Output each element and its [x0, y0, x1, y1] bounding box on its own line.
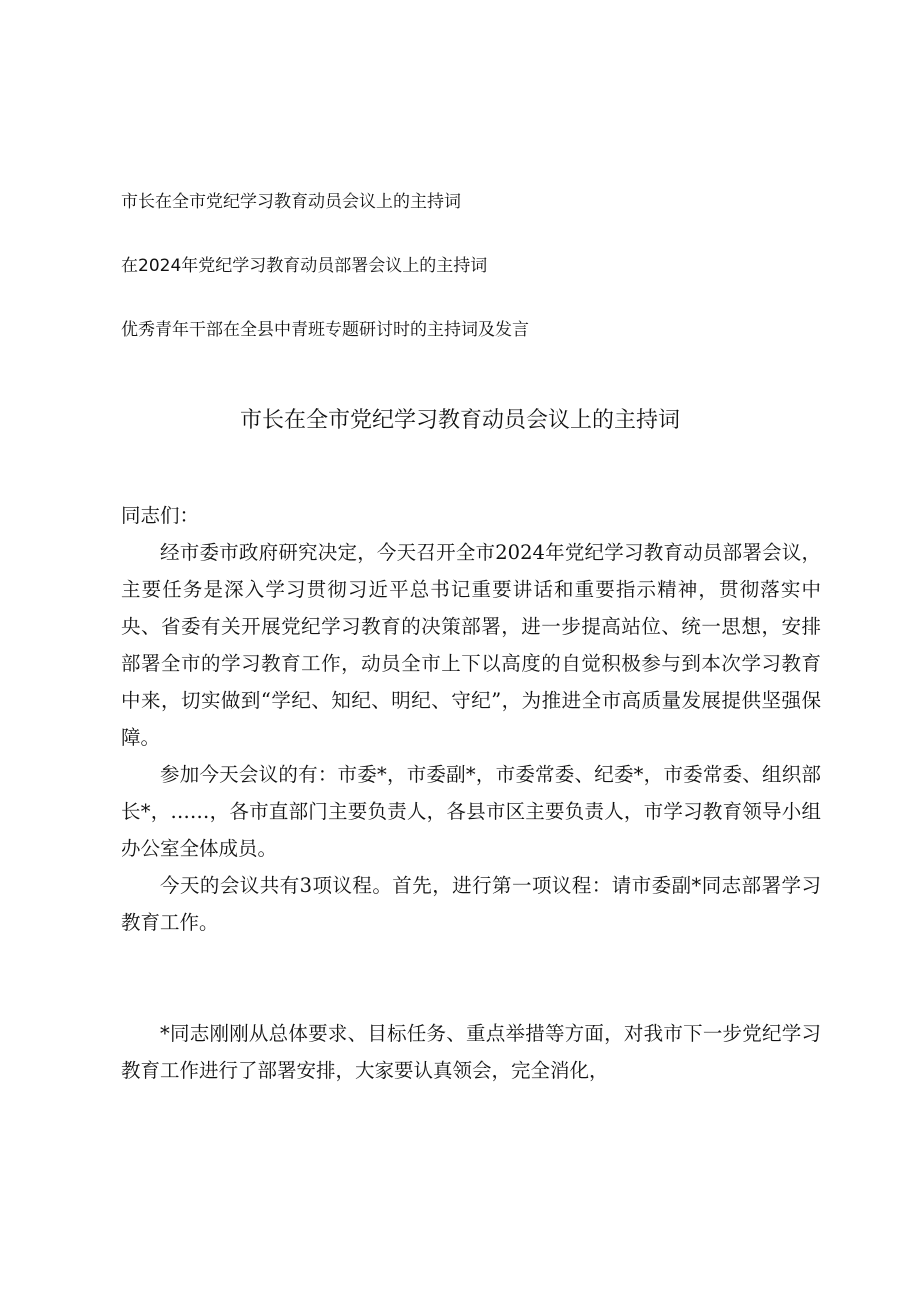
contents-item: 在2024年党纪学习教育动员部署会议上的主持词 [121, 256, 488, 276]
body-paragraph: 今天的会议共有3项议程。首先，进行第一项议程：请市委副*同志部署学习教育工作。 [121, 874, 821, 934]
body-paragraph: 经市委市政府研究决定，今天召开全市2024年党纪学习教育动员部署会议，主要任务是深入学习贯彻习近平总书记重要讲话和重要指示精神，贯彻落实中央、省委有关开展党纪学习教育的决策部署，进一步提高站位、统一思想，安排部署全市的学习教育工作，动员全市上下以高度的自觉积极参与到本次学习教育中来，切实做到“学纪、知纪、明纪、守纪”，为推进全市高质量发展提供坚强保障。 [121, 541, 821, 749]
contents-item: 优秀青年干部在全县中青班专题研讨时的主持词及发言 [121, 320, 529, 340]
body-paragraph: 参加今天会议的有：市委*，市委副*，市委常委、纪委*，市委常委、组织部长*，……，各市直部门主要负责人，各县市区主要负责人，市学习教育领导小组办公室全体成员。 [121, 763, 821, 860]
document-title: 市长在全市党纪学习教育动员会议上的主持词 [239, 408, 680, 433]
contents-item: 市长在全市党纪学习教育动员会议上的主持词 [121, 192, 461, 212]
salutation: 同志们： [121, 504, 200, 527]
contents-list [121, 191, 821, 383]
body-paragraph: *同志刚刚从总体要求、目标任务、重点举措等方面，对我市下一步党纪学习教育工作进行了部署安排，大家要认真领会，完全消化， [121, 1022, 821, 1082]
document-body [121, 497, 821, 1089]
